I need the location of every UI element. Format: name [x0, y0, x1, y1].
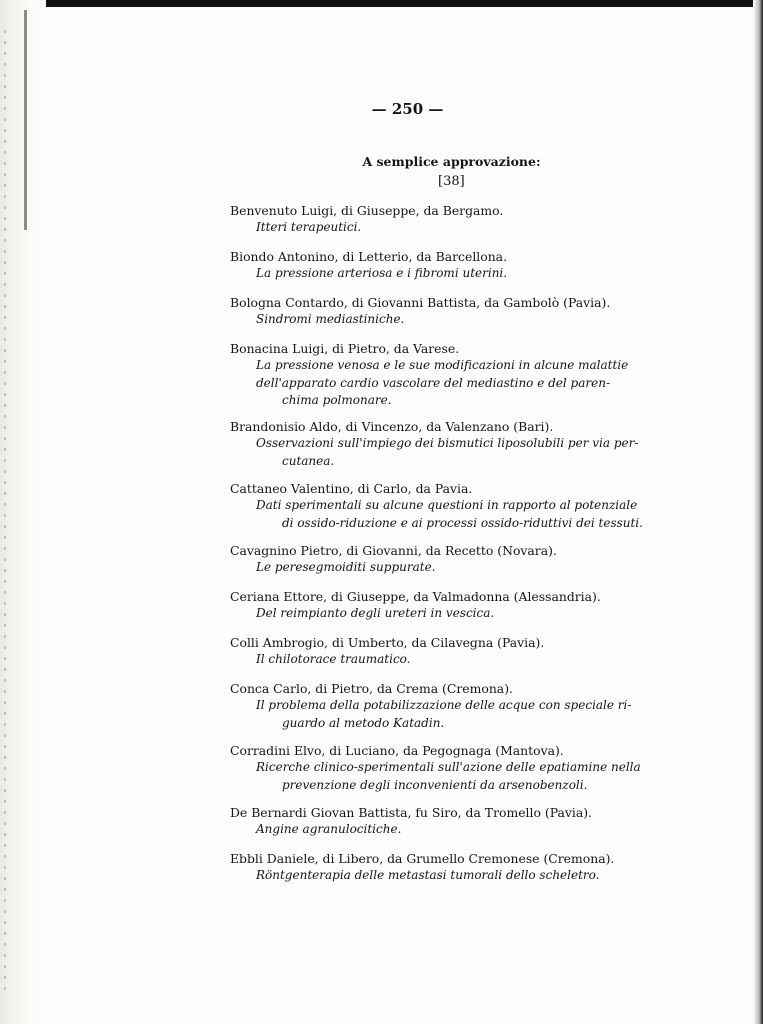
- list-item: [230, 202, 666, 237]
- list-item: [230, 804, 666, 839]
- thesis-title: Itteri terapeutici.: [256, 220, 362, 234]
- thesis-title-line: Ricerche clinico-sperimentali sull'azione delle epatiamine nella: [256, 760, 641, 774]
- candidate-name: Colli Ambrogio, di Umberto, da Cilavegna (Pavia).: [230, 635, 545, 650]
- thesis-title-line: dell'apparato cardio vascolare del mediastino e del paren-: [256, 375, 611, 390]
- thesis-title-line: Dati sperimentali su alcune questioni in rapporto al potenziale: [256, 498, 638, 512]
- candidate-name: Biondo Antonino, di Letterio, da Barcellona.: [230, 249, 508, 264]
- scan-edge-top: [0, 0, 763, 7]
- candidate-name: Cattaneo Valentino, di Carlo, da Pavia.: [230, 481, 473, 496]
- candidate-name: Bonacina Luigi, di Pietro, da Varese.: [230, 341, 460, 356]
- candidate-name: De Bernardi Giovan Battista, fu Siro, da Tromello (Pavia).: [230, 805, 592, 820]
- list-item: [230, 294, 666, 329]
- thesis-title-line: Il problema della potabilizzazione delle acque con speciale ri-: [256, 698, 632, 712]
- candidate-name: Corradini Elvo, di Luciano, da Pegognaga (Mantova).: [230, 743, 564, 758]
- list-item: [230, 418, 666, 470]
- list-item: [230, 340, 666, 410]
- thesis-title-line: guardo al metodo Katadin.: [282, 715, 445, 730]
- list-item: [230, 742, 666, 794]
- thesis-title: Sindromi mediastiniche.: [256, 312, 405, 326]
- candidate-name: Conca Carlo, di Pietro, da Crema (Cremona).: [230, 681, 513, 696]
- thesis-title-line: La pressione venosa e le sue modificazioni in alcune malattie: [256, 358, 629, 372]
- list-item: [230, 542, 666, 577]
- thesis-title-line: prevenzione degli inconvenienti da arsenobenzoli.: [282, 777, 588, 792]
- candidate-name: Brandonisio Aldo, di Vincenzo, da Valenzano (Bari).: [230, 419, 554, 434]
- list-item: [230, 634, 666, 669]
- thesis-title: Il chilotorace traumatico.: [256, 652, 411, 666]
- section-count: [38]: [438, 174, 465, 189]
- thesis-title-line: di ossido-riduzione e ai processi ossido-riduttivi dei tessuti.: [282, 515, 643, 530]
- thesis-title: Le peresegmoiditi suppurate.: [256, 560, 436, 574]
- list-item: [230, 248, 666, 283]
- candidate-name: Ceriana Ettore, di Giuseppe, da Valmadonna (Alessandria).: [230, 589, 601, 604]
- candidate-name: Cavagnino Pietro, di Giovanni, da Recetto (Novara).: [230, 543, 557, 558]
- thesis-title: Del reimpianto degli ureteri in vescica.: [256, 606, 495, 620]
- list-item: [230, 588, 666, 623]
- list-item: [230, 680, 666, 732]
- list-item: [230, 480, 666, 532]
- page-number: — 250 —: [371, 100, 444, 118]
- candidate-name: Bologna Contardo, di Giovanni Battista, da Gambolò (Pavia).: [230, 295, 611, 310]
- thesis-title-line: Osservazioni sull'impiego dei bismutici liposolubili per via per-: [256, 436, 639, 450]
- list-item: [230, 850, 666, 885]
- candidate-name: Benvenuto Luigi, di Giuseppe, da Bergamo.: [230, 203, 504, 218]
- section-heading: A semplice approvazione:: [362, 154, 541, 169]
- thesis-title: Angine agranulocitiche.: [256, 822, 402, 836]
- thesis-title-line: cutanea.: [282, 453, 335, 468]
- candidate-name: Ebbli Daniele, di Libero, da Grumello Cremonese (Cremona).: [230, 851, 615, 866]
- thesis-title: Röntgenterapia delle metastasi tumorali dello scheletro.: [256, 868, 600, 882]
- thesis-title: La pressione arteriosa e i fibromi uterini.: [256, 266, 508, 280]
- thesis-title-line: chima polmonare.: [282, 393, 392, 407]
